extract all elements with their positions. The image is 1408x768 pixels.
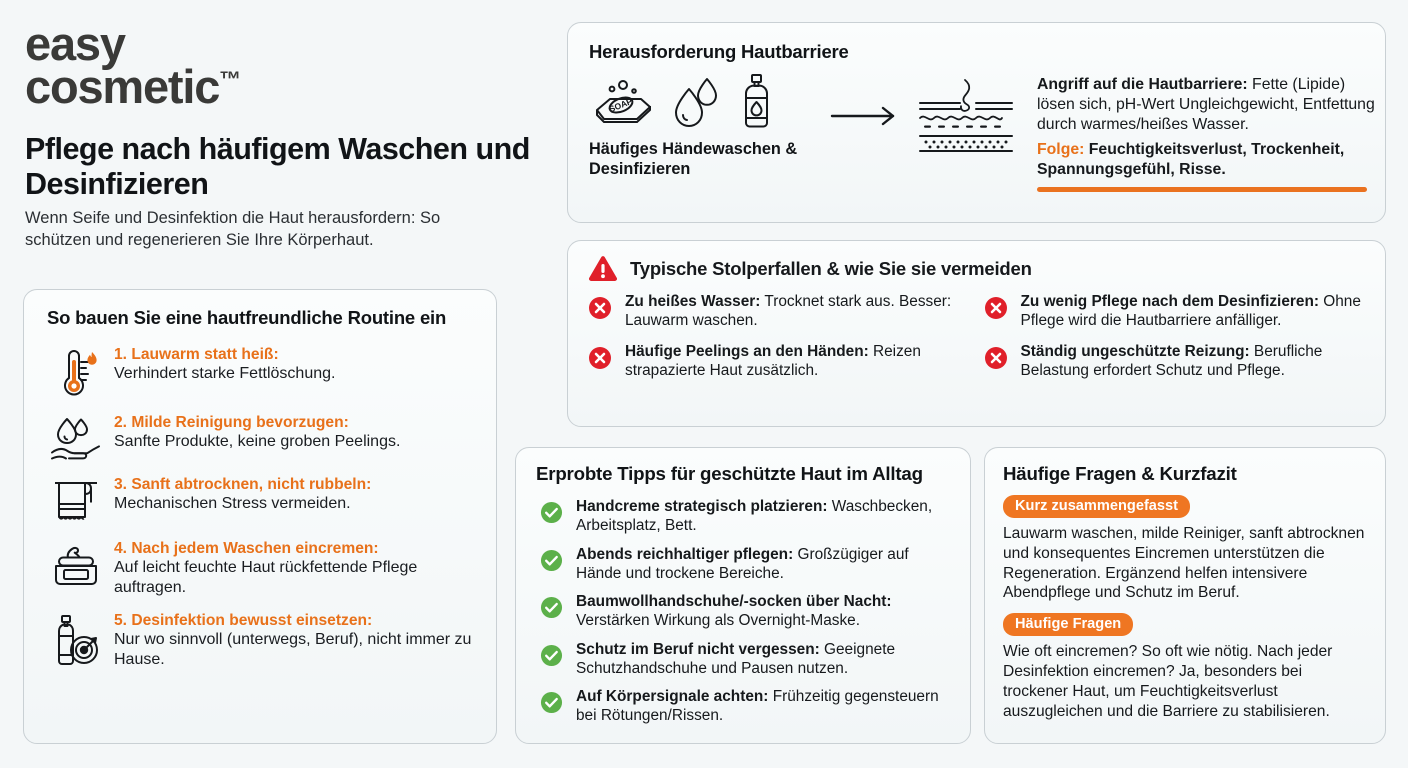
page-title: Pflege nach häufigem Waschen und Desinfizieren: [25, 132, 530, 202]
x-circle-icon: [984, 342, 1010, 370]
x-circle-icon: [588, 342, 614, 370]
brand-line-2: [25, 60, 241, 114]
check-circle-icon: [540, 592, 564, 619]
tips-list: [516, 497, 970, 726]
list-item-text: [104, 609, 478, 670]
routine-body: Verhindert starke Fettlöschung.: [114, 365, 336, 383]
water-drops-icon: [673, 75, 719, 131]
challenge-left: [589, 73, 817, 179]
tip-heading: Schutz im Beruf nicht vergessen:: [576, 640, 820, 658]
routine-card: [23, 289, 497, 744]
list-item-text: [104, 473, 371, 514]
list-item-text: [1010, 292, 1370, 331]
challenge-card-title: Herausforderung Hautbarriere: [589, 41, 849, 62]
challenge-caption: Häufiges Händewaschen & Desinfizieren: [589, 140, 798, 179]
challenge-card: [567, 22, 1386, 223]
pitfalls-card-title: Typische Stolperfallen & wie Sie sie vermeiden: [630, 258, 1032, 279]
list-item: [540, 497, 956, 536]
list-item: [24, 411, 496, 462]
routine-body: Sanfte Produkte, keine groben Peelings.: [114, 433, 401, 451]
questions-badge: Häufige Fragen: [1003, 613, 1133, 636]
summary-badge: Kurz zusammengefasst: [1003, 495, 1190, 518]
list-item: [984, 292, 1370, 331]
x-circle-icon: [984, 292, 1010, 320]
orange-underline: [1037, 187, 1367, 192]
pitfalls-column-right: [984, 292, 1370, 392]
check-circle-icon: [540, 497, 564, 524]
list-item: [588, 292, 974, 331]
challenge-text: [1019, 73, 1385, 192]
routine-card-title: So bauen Sie eine hautfreundliche Routine ein: [47, 307, 447, 328]
list-item-text: [104, 343, 335, 384]
routine-list: [24, 343, 496, 670]
brand-logo: [25, 17, 241, 114]
pitfall-heading: Häufige Peelings an den Händen:: [625, 342, 869, 360]
pitfall-heading: Zu heißes Wasser:: [625, 293, 761, 310]
attack-label: Angriff auf die Hautbarriere:: [1037, 76, 1248, 93]
towel-icon: [48, 473, 104, 526]
tip-body: Großzügiger auf Hände und trockene Bereiche.: [576, 545, 909, 582]
list-item-text: [564, 497, 956, 536]
pitfalls-column-left: [588, 292, 984, 392]
challenge-icon-group: [589, 73, 817, 131]
hand-water-drop-icon: [48, 411, 104, 462]
pitfall-heading: Ständig ungeschützte Reizung:: [1020, 342, 1250, 360]
tip-heading: Handcreme strategisch platzieren:: [576, 498, 828, 515]
list-item-text: [564, 545, 956, 584]
list-item: [24, 343, 496, 400]
routine-heading: 1. Lauwarm statt heiß:: [114, 346, 279, 363]
challenge-attack: [1037, 75, 1385, 135]
list-item: [24, 609, 496, 670]
questions-text: Wie oft eincremen? So oft wie nötig. Nach jeder Desinfektion eincremen? Ja, besonders bei trockener Haut, um Feuchtigkeitsverlust auszugleichen und die Barriere zu stabilisieren.: [1003, 643, 1333, 720]
routine-body: Nur wo sinnvoll (unterwegs, Beruf), nicht immer zu Hause.: [114, 631, 472, 669]
brand-line-1: easy: [25, 17, 125, 70]
list-item: [24, 537, 496, 598]
routine-heading: 3. Sanft abtrocknen, nicht rubbeln:: [114, 476, 372, 493]
challenge-row: [568, 73, 1385, 192]
list-item: [540, 545, 956, 584]
pitfall-body: Reizen strapazierte Haut zusätzlich.: [625, 342, 921, 380]
tips-card-title: Erprobte Tipps für geschützte Haut im Alltag: [536, 463, 923, 484]
routine-body: Auf leicht feuchte Haut rückfettende Pflege auftragen.: [114, 559, 418, 597]
page-subtitle: Wenn Seife und Desinfektion die Haut herausfordern: So schützen und regenerieren Sie Ihre Körperhaut.: [25, 209, 441, 249]
arrow-right-icon: [817, 73, 913, 159]
pitfall-heading: Zu wenig Pflege nach dem Desinfizieren:: [1020, 293, 1319, 310]
list-item-text: [104, 411, 400, 452]
list-item-text: [564, 687, 956, 726]
list-item-text: [614, 342, 974, 381]
warning-triangle-icon: [588, 255, 618, 283]
list-item: [24, 473, 496, 526]
pitfall-body: Ohne Pflege wird die Hautbarriere anfälliger.: [1020, 293, 1361, 330]
tip-heading: Auf Körpersignale achten:: [576, 688, 769, 705]
disinfectant-target-icon: [48, 609, 104, 668]
tip-body: Geeignete Schutzhandschuhe und Pausen nutzen.: [576, 640, 896, 677]
summary-text: Lauwarm waschen, milde Reiniger, sanft abtrocknen und konsequentes Eincremen unterstützen die Regeneration. Ergänzend helfen intensivere Abendpflege und Schutz im Beruf.: [1003, 525, 1365, 602]
faq-card: [984, 447, 1386, 744]
tips-card: [515, 447, 971, 744]
pitfall-body: Trocknet stark aus. Besser: Lauwarm waschen.: [625, 293, 952, 330]
x-circle-icon: [588, 292, 614, 320]
trademark-symbol: ™: [219, 66, 241, 92]
skin-cross-section-icon: [913, 73, 1019, 159]
check-circle-icon: [540, 640, 564, 667]
attack-text: Fette (Lipide) lösen sich, pH-Wert Ungleichgewicht, Entfettung durch warmes/heißes Wasser.: [1037, 76, 1375, 134]
pitfall-body: Berufliche Belastung erfordert Schutz und Pflege.: [1020, 342, 1323, 380]
list-item-text: [1010, 342, 1370, 381]
list-item-text: [564, 640, 956, 679]
routine-body: Mechanischen Stress vermeiden.: [114, 495, 351, 513]
brand-word: cosmetic: [25, 60, 220, 114]
tip-heading: Abends reichhaltiger pflegen:: [576, 545, 794, 563]
routine-heading: 4. Nach jedem Waschen eincremen:: [114, 540, 379, 557]
tip-body: Verstärken Wirkung als Overnight-Maske.: [576, 612, 860, 630]
tip-body: Waschbecken, Arbeitsplatz, Bett.: [576, 498, 933, 535]
consequence-label: Folge:: [1037, 141, 1085, 159]
pitfalls-title-row: [588, 255, 1385, 283]
list-item: [540, 687, 956, 726]
routine-heading: 5. Desinfektion bewusst einsetzen:: [114, 612, 373, 630]
cream-jar-icon: [48, 537, 104, 586]
thermometer-flame-icon: [48, 343, 104, 400]
faq-card-title: Häufige Fragen & Kurzfazit: [1003, 463, 1237, 484]
list-item-text: [614, 292, 974, 331]
consequence-text: Feuchtigkeitsverlust, Trockenheit, Spannungsgefühl, Risse.: [1037, 141, 1345, 179]
list-item: [540, 640, 956, 679]
list-item-text: [564, 592, 956, 631]
sanitizer-bottle-icon: [737, 73, 777, 131]
list-item: [588, 342, 974, 381]
check-circle-icon: [540, 545, 564, 572]
check-circle-icon: [540, 687, 564, 714]
soap-bar-icon: [593, 77, 655, 131]
list-item-text: [104, 537, 478, 598]
challenge-consequence: [1037, 140, 1385, 180]
routine-heading: 2. Milde Reinigung bevorzugen:: [114, 414, 349, 431]
tip-heading: Baumwollhandschuhe/-socken über Nacht:: [576, 593, 892, 610]
pitfalls-grid: [568, 292, 1385, 392]
list-item: [984, 342, 1370, 381]
svg-text:SOAP: SOAP: [607, 95, 634, 115]
list-item: [540, 592, 956, 631]
tip-body: Frühzeitig gegensteuern bei Rötungen/Rissen.: [576, 688, 939, 725]
pitfalls-card: [567, 240, 1386, 427]
